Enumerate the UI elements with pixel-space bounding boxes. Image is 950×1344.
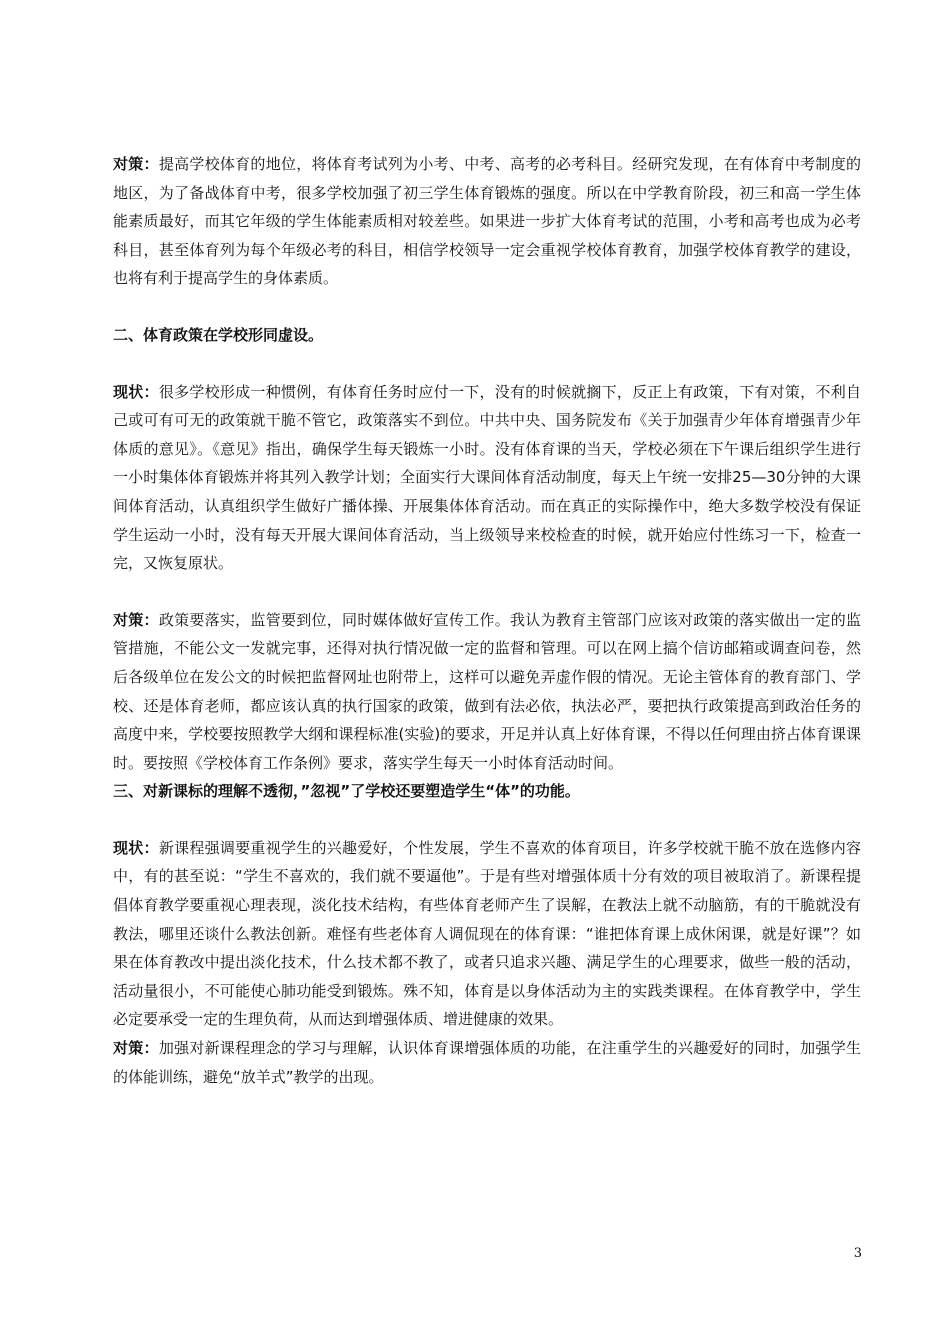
paragraph-spacer <box>113 293 861 321</box>
paragraph-spacer <box>113 350 861 378</box>
paragraph-spacer <box>113 806 861 834</box>
paragraph-label: 对策： <box>113 1039 159 1058</box>
paragraph-label: 现状： <box>113 382 159 401</box>
paragraph-label: 对策： <box>113 155 159 173</box>
page-number: 3 <box>853 1246 862 1261</box>
section-heading-2: 二、体育政策在学校形同虚设。 <box>113 325 324 344</box>
paragraph-status-3 <box>113 834 861 1034</box>
paragraph-spacer <box>113 578 861 606</box>
paragraph-countermeasure-1 <box>113 150 861 293</box>
paragraph-text: 加强对新课程理念的学习与理解，认识体育课增强体质的功能，在注重学生的兴趣爱好的同时，加强学生的体能训练，避免“放羊式”教学的出现。 <box>113 1039 861 1086</box>
paragraph-countermeasure-2 <box>113 606 861 778</box>
document-body <box>113 150 861 1091</box>
paragraph-label: 对策： <box>113 610 159 629</box>
paragraph-status-2 <box>113 378 861 578</box>
paragraph-text: 提高学校体育的地位，将体育考试列为小考、中考、高考的必考科目。经研究发现，在有体育中考制度的地区，为了备战体育中考，很多学校加强了初三学生体育锻炼的强度。所以在中学教育阶段，初三和高一学生体能素质最好，而其它年级的学生体能素质相对较差些。如果进一步扩大体育考试的范围，小考和高考也成为必考科目，甚至体育列为每个年级必考的科目，相信学校领导一定会重视学校体育教育，加强学校体育教学的建设，也将有利于提高学生的身体素质。 <box>113 155 861 288</box>
section-heading-3: 三、对新课标的理解不透彻，”忽视”了学校还要塑造学生“体”的功能。 <box>113 782 580 801</box>
paragraph-countermeasure-3 <box>113 1034 861 1091</box>
paragraph-label: 现状： <box>113 838 159 857</box>
paragraph-text: 政策要落实，监管要到位，同时媒体做好宣传工作。我认为教育主管部门应该对政策的落实做出一定的监管措施，不能公文一发就完事，还得对执行情况做一定的监督和管理。可以在网上搞个信访邮箱或调查问卷，然后各级单位在发公文的时候把监督网址也附带上，这样可以避免弄虚作假的情况。无论主管体育的教育部门、学校、还是体育老师，都应该认真的执行国家的政策，做到有法必依，执法必严，要把执行政策提高到政治任务的高度中来，学校要按照教学大纲和课程标准(实验)的要求，开足并认真上好体育课，不得以任何理由挤占体育课课时。要按照《学校体育工作条例》要求，落实学生每天一小时体育活动时间。 <box>113 610 861 772</box>
paragraph-text: 很多学校形成一种惯例，有体育任务时应付一下，没有的时候就搁下，反正上有政策，下有对策，不利自己或可有可无的政策就干脆不管它，政策落实不到位。中共中央、国务院发布《关于加强青少年体育增强青少年体质的意见》。《意见》指出，确保学生每天锻炼一小时。没有体育课的当天，学校必须在下午课后组织学生进行一小时集体体育锻炼并将其列入教学计划；全面实行大课间体育活动制度，每天上午统一安排25—30分钟的大课间体育活动，认真组织学生做好广播体操、开展集体体育活动。而在真正的实际操作中，绝大多数学校没有保证学生运动一小时，没有每天开展大课间体育活动，当上级领导来校检查的时候，就开始应付性练习一下，检查一完，又恢复原状。 <box>113 382 861 573</box>
paragraph-text: 新课程强调要重视学生的兴趣爱好，个性发展，学生不喜欢的体育项目，许多学校就干脆不放在选修内容中，有的甚至说：“学生不喜欢的，我们就不要逼他”。于是有些对增强体质十分有效的项目被取消了。新课程提倡体育教学要重视心理表现，淡化技术结构，有些体育老师产生了误解，在教法上就不动脑筋，有的干脆就没有教法，哪里还谈什么教法创新。难怪有些老体育人调侃现在的体育课：“谁把体育课上成休闲课，就是好课”？如果在体育教改中提出淡化技术，什么技术都不教了，或者只追求兴趣、满足学生的心理要求，做些一般的活动，活动量很小，不可能使心肺功能受到锻炼。殊不知，体育是以身体活动为主的实践类课程。在体育教学中，学生必定要承受一定的生理负荷，从而达到增强体质、增进健康的效果。 <box>113 838 861 1029</box>
